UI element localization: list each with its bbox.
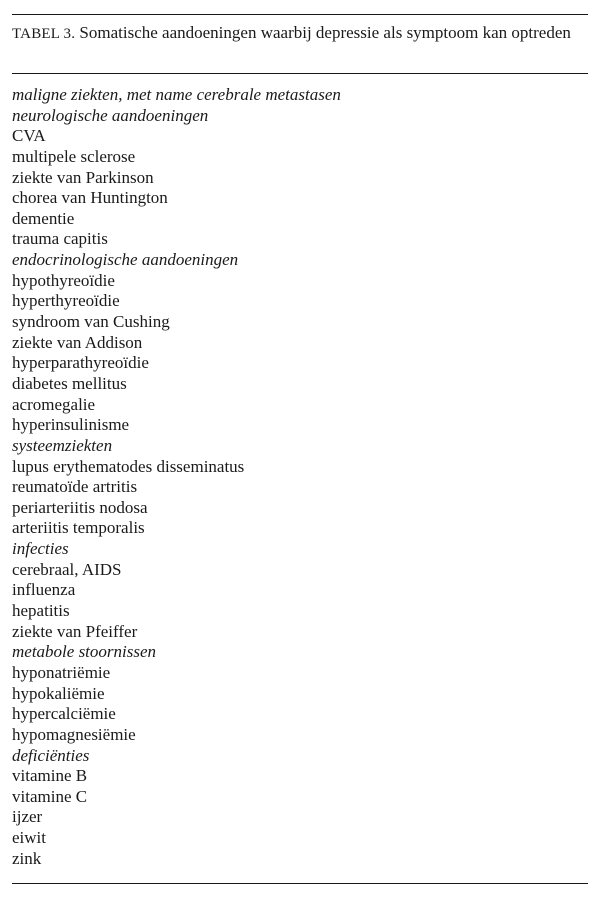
condition-item: hepatitis	[12, 601, 70, 621]
condition-list	[12, 85, 588, 869]
condition-item: ziekte van Parkinson	[12, 167, 154, 187]
caption-label: TABEL 3.	[12, 26, 76, 42]
category-heading: systeemziekten	[12, 435, 113, 455]
category-heading: deficiënties	[12, 745, 90, 765]
condition-item: ziekte van Pfeiffer	[12, 621, 138, 641]
condition-item: cerebraal, AIDS	[12, 559, 122, 579]
condition-item: hyperthyreoïdie	[12, 291, 120, 311]
condition-item: vitamine C	[12, 786, 88, 806]
condition-item: periarteriitis nodosa	[12, 497, 148, 517]
condition-item: hyperparathyreoïdie	[12, 353, 149, 373]
condition-item: diabetes mellitus	[12, 373, 127, 393]
category-heading: maligne ziekten, met name cerebrale metastasen	[12, 85, 341, 104]
condition-item: ziekte van Addison	[12, 332, 143, 352]
condition-item: eiwit	[12, 828, 46, 848]
category-heading: endocrinologische aandoeningen	[12, 250, 239, 270]
top-rule	[12, 14, 588, 15]
condition-item: hypercalciëmie	[12, 704, 116, 724]
category-heading: infecties	[12, 539, 69, 559]
condition-item: zink	[12, 848, 42, 868]
condition-item: CVA	[12, 126, 46, 146]
condition-item: arteriitis temporalis	[12, 518, 145, 538]
condition-item: hypomagnesiëmie	[12, 724, 136, 744]
table-caption	[12, 22, 590, 45]
condition-item: vitamine B	[12, 766, 88, 786]
condition-item: hyponatriëmie	[12, 662, 111, 682]
condition-item: reumatoïde artritis	[12, 477, 138, 497]
condition-item: hypokaliëmie	[12, 683, 105, 703]
condition-item: hyperinsulinisme	[12, 415, 130, 435]
condition-item: hypothyreoïdie	[12, 270, 115, 290]
header-rule	[12, 73, 588, 74]
condition-item: dementie	[12, 208, 75, 228]
category-heading: metabole stoornissen	[12, 642, 157, 662]
category-heading: neurologische aandoeningen	[12, 105, 209, 125]
table-page	[12, 0, 588, 898]
condition-item: multipele sclerose	[12, 146, 136, 166]
caption-text: Somatische aandoeningen waarbij depressie als symptoom kan optreden	[75, 23, 571, 42]
condition-item: influenza	[12, 580, 76, 600]
condition-item: trauma capitis	[12, 229, 108, 249]
bottom-rule	[12, 883, 588, 884]
condition-item: chorea van Huntington	[12, 188, 168, 208]
condition-item: syndroom van Cushing	[12, 312, 170, 332]
condition-item: ijzer	[12, 807, 43, 827]
condition-item: lupus erythematodes disseminatus	[12, 456, 245, 476]
condition-item: acromegalie	[12, 394, 96, 414]
